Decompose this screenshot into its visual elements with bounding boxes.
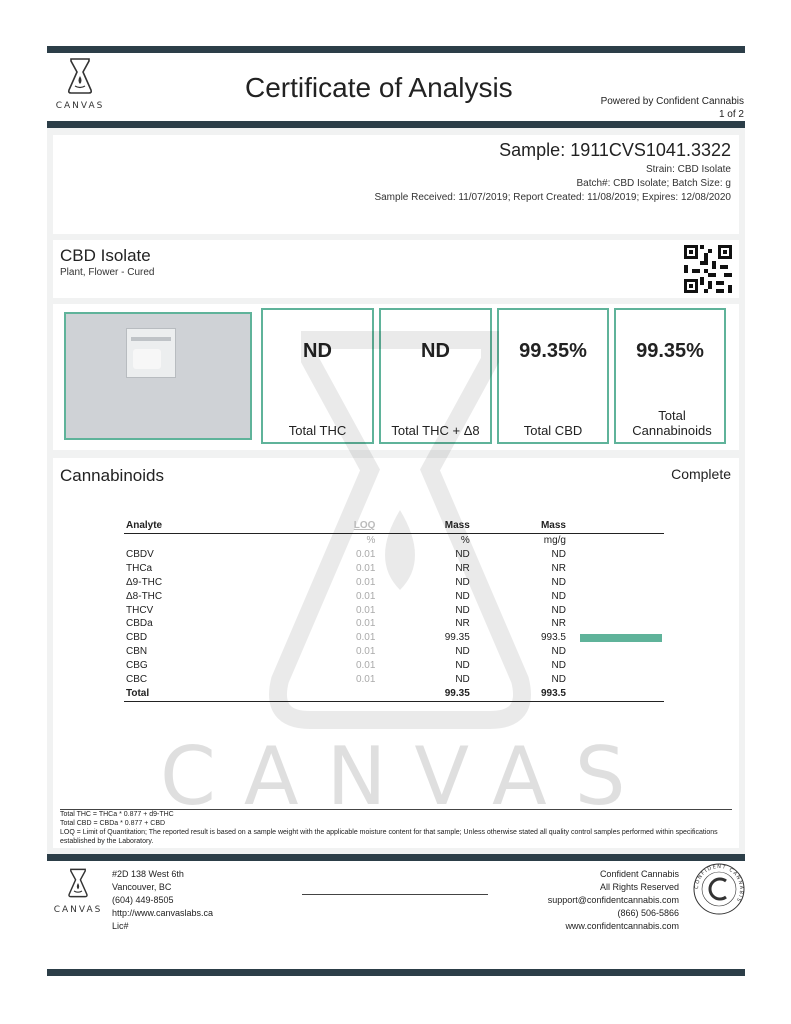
- address-line: #2D 138 West 6th: [112, 869, 184, 879]
- analyte-cell: THCV: [126, 604, 154, 616]
- cc-website[interactable]: www.confidentcannabis.com: [565, 921, 679, 931]
- signature-line: [302, 894, 488, 895]
- header-divider-bar: [47, 121, 745, 128]
- total-row: [124, 687, 664, 701]
- lab-address: [112, 868, 213, 933]
- analyte-cell: CBN: [126, 646, 148, 658]
- product-box: [53, 240, 739, 298]
- address-line: Vancouver, BC: [112, 882, 172, 892]
- table-row: [124, 617, 664, 631]
- footnote-loq: LOQ = Limit of Quantitation; The reported result is based on a sample weight with the applicable moisture content for that sample; Unless otherwise stated all quality control samples performed within specifications established by the Laboratory.: [60, 829, 718, 845]
- mass-pct-cell: NR: [455, 562, 470, 574]
- mass-mg-cell: 993.5: [540, 632, 566, 644]
- sample-photo-tile: [60, 308, 256, 444]
- analyte-cell: Δ9-THC: [126, 576, 163, 588]
- mass-pct-cell: ND: [455, 576, 470, 588]
- mass-bar: [580, 634, 662, 642]
- mass-pct-cell: ND: [455, 590, 470, 602]
- loq-cell: 0.01: [355, 674, 376, 686]
- analyte-cell: CBC: [126, 674, 148, 686]
- address-license: Lic#: [112, 921, 129, 931]
- total-label: Total: [124, 687, 272, 701]
- footnotes: [60, 809, 732, 846]
- tile-label: Total THC: [288, 423, 347, 438]
- status-label: Complete: [671, 466, 731, 482]
- col-mass-pct: Mass: [377, 519, 471, 534]
- footer-canvas-logo: [48, 866, 108, 915]
- mass-pct-cell: 99.35: [444, 632, 470, 644]
- total-pct: 99.35: [377, 687, 471, 701]
- mass-mg-cell: ND: [551, 646, 566, 658]
- page-number: 1 of 2: [718, 109, 744, 120]
- svg-text:CONFIDENT CANNABIS: [694, 864, 744, 903]
- mass-mg-cell: ND: [551, 604, 566, 616]
- loq-cell: 0.01: [355, 562, 376, 574]
- mass-mg-cell: ND: [551, 590, 566, 602]
- unit-mass-pct: %: [460, 535, 470, 546]
- loq-cell: 0.01: [355, 590, 376, 602]
- loq-cell: 0.01: [355, 646, 376, 658]
- sample-meta: [374, 163, 731, 205]
- seal-text: CONFIDENT CANNABIS: [693, 863, 745, 904]
- total-loq: [272, 687, 378, 701]
- sample-photo: [64, 312, 252, 440]
- sample-bag-image: [126, 328, 176, 378]
- table-row: [124, 659, 664, 673]
- bottom-bar: [47, 969, 745, 976]
- mass-bar-cell: [568, 562, 664, 576]
- footer-top-bar: [47, 854, 745, 861]
- loq-cell: 0.01: [355, 604, 376, 616]
- table-row: [124, 576, 664, 590]
- tile-value: ND: [303, 340, 332, 362]
- analyte-cell: THCa: [126, 562, 153, 574]
- strain: Strain: CBD Isolate: [645, 164, 731, 175]
- powered-by: [601, 95, 744, 121]
- mass-pct-cell: ND: [455, 604, 470, 616]
- table-row: [124, 562, 664, 576]
- page-title: Certificate of Analysis: [245, 72, 513, 103]
- footnote-cbd: Total CBD = CBDa * 0.877 + CBD: [60, 820, 166, 827]
- watermark-wordmark: CANVAS: [160, 730, 654, 823]
- mass-bar-cell: [568, 631, 664, 645]
- unit-loq: %: [366, 535, 376, 546]
- table-row: [124, 645, 664, 659]
- tile-label: Total THC + Δ8: [391, 423, 480, 438]
- analyte-cell: CBDV: [126, 548, 154, 560]
- cc-phone: (866) 506-5866: [617, 908, 679, 918]
- cc-name: Confident Cannabis: [599, 869, 679, 879]
- sample-id: Sample: 1911CVS1041.3322: [499, 140, 731, 160]
- address-website[interactable]: http://www.canvaslabs.ca: [112, 908, 214, 918]
- flask-logo-icon: [66, 866, 90, 900]
- table-row: [124, 548, 664, 562]
- mass-bar-cell: [568, 617, 664, 631]
- address-phone: (604) 449-8505: [112, 895, 174, 905]
- cc-email[interactable]: support@confidentcannabis.com: [547, 895, 679, 905]
- table-header-row: [124, 519, 664, 534]
- mass-pct-cell: ND: [455, 674, 470, 686]
- mass-bar-cell: [568, 645, 664, 659]
- mass-mg-cell: ND: [551, 674, 566, 686]
- cc-rights: All Rights Reserved: [599, 882, 679, 892]
- cc-contact: [548, 868, 679, 933]
- unit-mass-mg: mg/g: [543, 535, 566, 546]
- logo-wordmark: CANVAS: [55, 101, 105, 111]
- table-row: [124, 590, 664, 604]
- flask-logo-icon: [65, 56, 95, 96]
- mass-bar-cell: [568, 659, 664, 673]
- confident-cannabis-seal-icon: [692, 862, 746, 916]
- mass-bar-cell: [568, 604, 664, 618]
- tile-value: 99.35%: [636, 340, 704, 362]
- footnote-thc: Total THC = THCa * 0.877 + d9-THC: [60, 811, 174, 818]
- loq-cell: 0.01: [355, 632, 376, 644]
- mass-bar-cell: [568, 590, 664, 604]
- tile-label: Total CBD: [523, 423, 583, 438]
- sample-info-box: [53, 135, 739, 234]
- units-row: [124, 534, 664, 548]
- loq-cell: 0.01: [355, 576, 376, 588]
- loq-cell: 0.01: [355, 548, 376, 560]
- mass-pct-cell: NR: [455, 618, 470, 630]
- mass-pct-cell: ND: [455, 660, 470, 672]
- table-row: [124, 631, 664, 645]
- cannabinoids-table: [124, 519, 664, 702]
- mass-bar-cell: [568, 548, 664, 562]
- loq-cell: 0.01: [355, 660, 376, 672]
- qr-code-icon: [684, 245, 732, 293]
- mass-mg-cell: ND: [551, 548, 566, 560]
- mass-mg-cell: ND: [551, 576, 566, 588]
- tile-value: ND: [421, 340, 450, 362]
- product-name: CBD Isolate: [60, 246, 151, 265]
- top-bar: [47, 46, 745, 53]
- mass-bar-cell: [568, 576, 664, 590]
- mass-pct-cell: ND: [455, 646, 470, 658]
- dates: Sample Received: 11/07/2019; Report Created: 11/08/2019; Expires: 12/08/2020: [374, 192, 731, 203]
- tile-value: 99.35%: [519, 340, 587, 362]
- canvas-logo: [50, 56, 110, 111]
- loq-cell: 0.01: [355, 618, 376, 630]
- mass-mg-cell: NR: [551, 618, 566, 630]
- analyte-cell: CBD: [126, 632, 148, 644]
- col-loq: LOQ: [272, 519, 378, 534]
- powered-by-text: Powered by Confident Cannabis: [600, 96, 744, 107]
- analyte-cell: CBDa: [126, 618, 153, 630]
- section-title: Cannabinoids: [60, 466, 164, 485]
- col-analyte: Analyte: [124, 519, 272, 534]
- tile-total-cannabinoids: [614, 308, 726, 444]
- table-row: [124, 604, 664, 618]
- mass-mg-cell: NR: [551, 562, 566, 574]
- mass-bar-cell: [568, 673, 664, 687]
- footer-logo-wordmark: CANVAS: [53, 905, 103, 915]
- analyte-cell: Δ8-THC: [126, 590, 163, 602]
- product-type: Plant, Flower - Cured: [60, 267, 155, 278]
- total-mg: 993.5: [472, 687, 568, 701]
- col-mass-mg: Mass: [472, 519, 568, 534]
- table-row: [124, 673, 664, 687]
- total-bar: [568, 687, 664, 701]
- mass-pct-cell: ND: [455, 548, 470, 560]
- analyte-cell: CBG: [126, 660, 148, 672]
- col-bar: [568, 519, 664, 534]
- mass-mg-cell: ND: [551, 660, 566, 672]
- tile-label: Total Cannabinoids: [632, 408, 712, 438]
- batch: Batch#: CBD Isolate; Batch Size: g: [576, 178, 731, 189]
